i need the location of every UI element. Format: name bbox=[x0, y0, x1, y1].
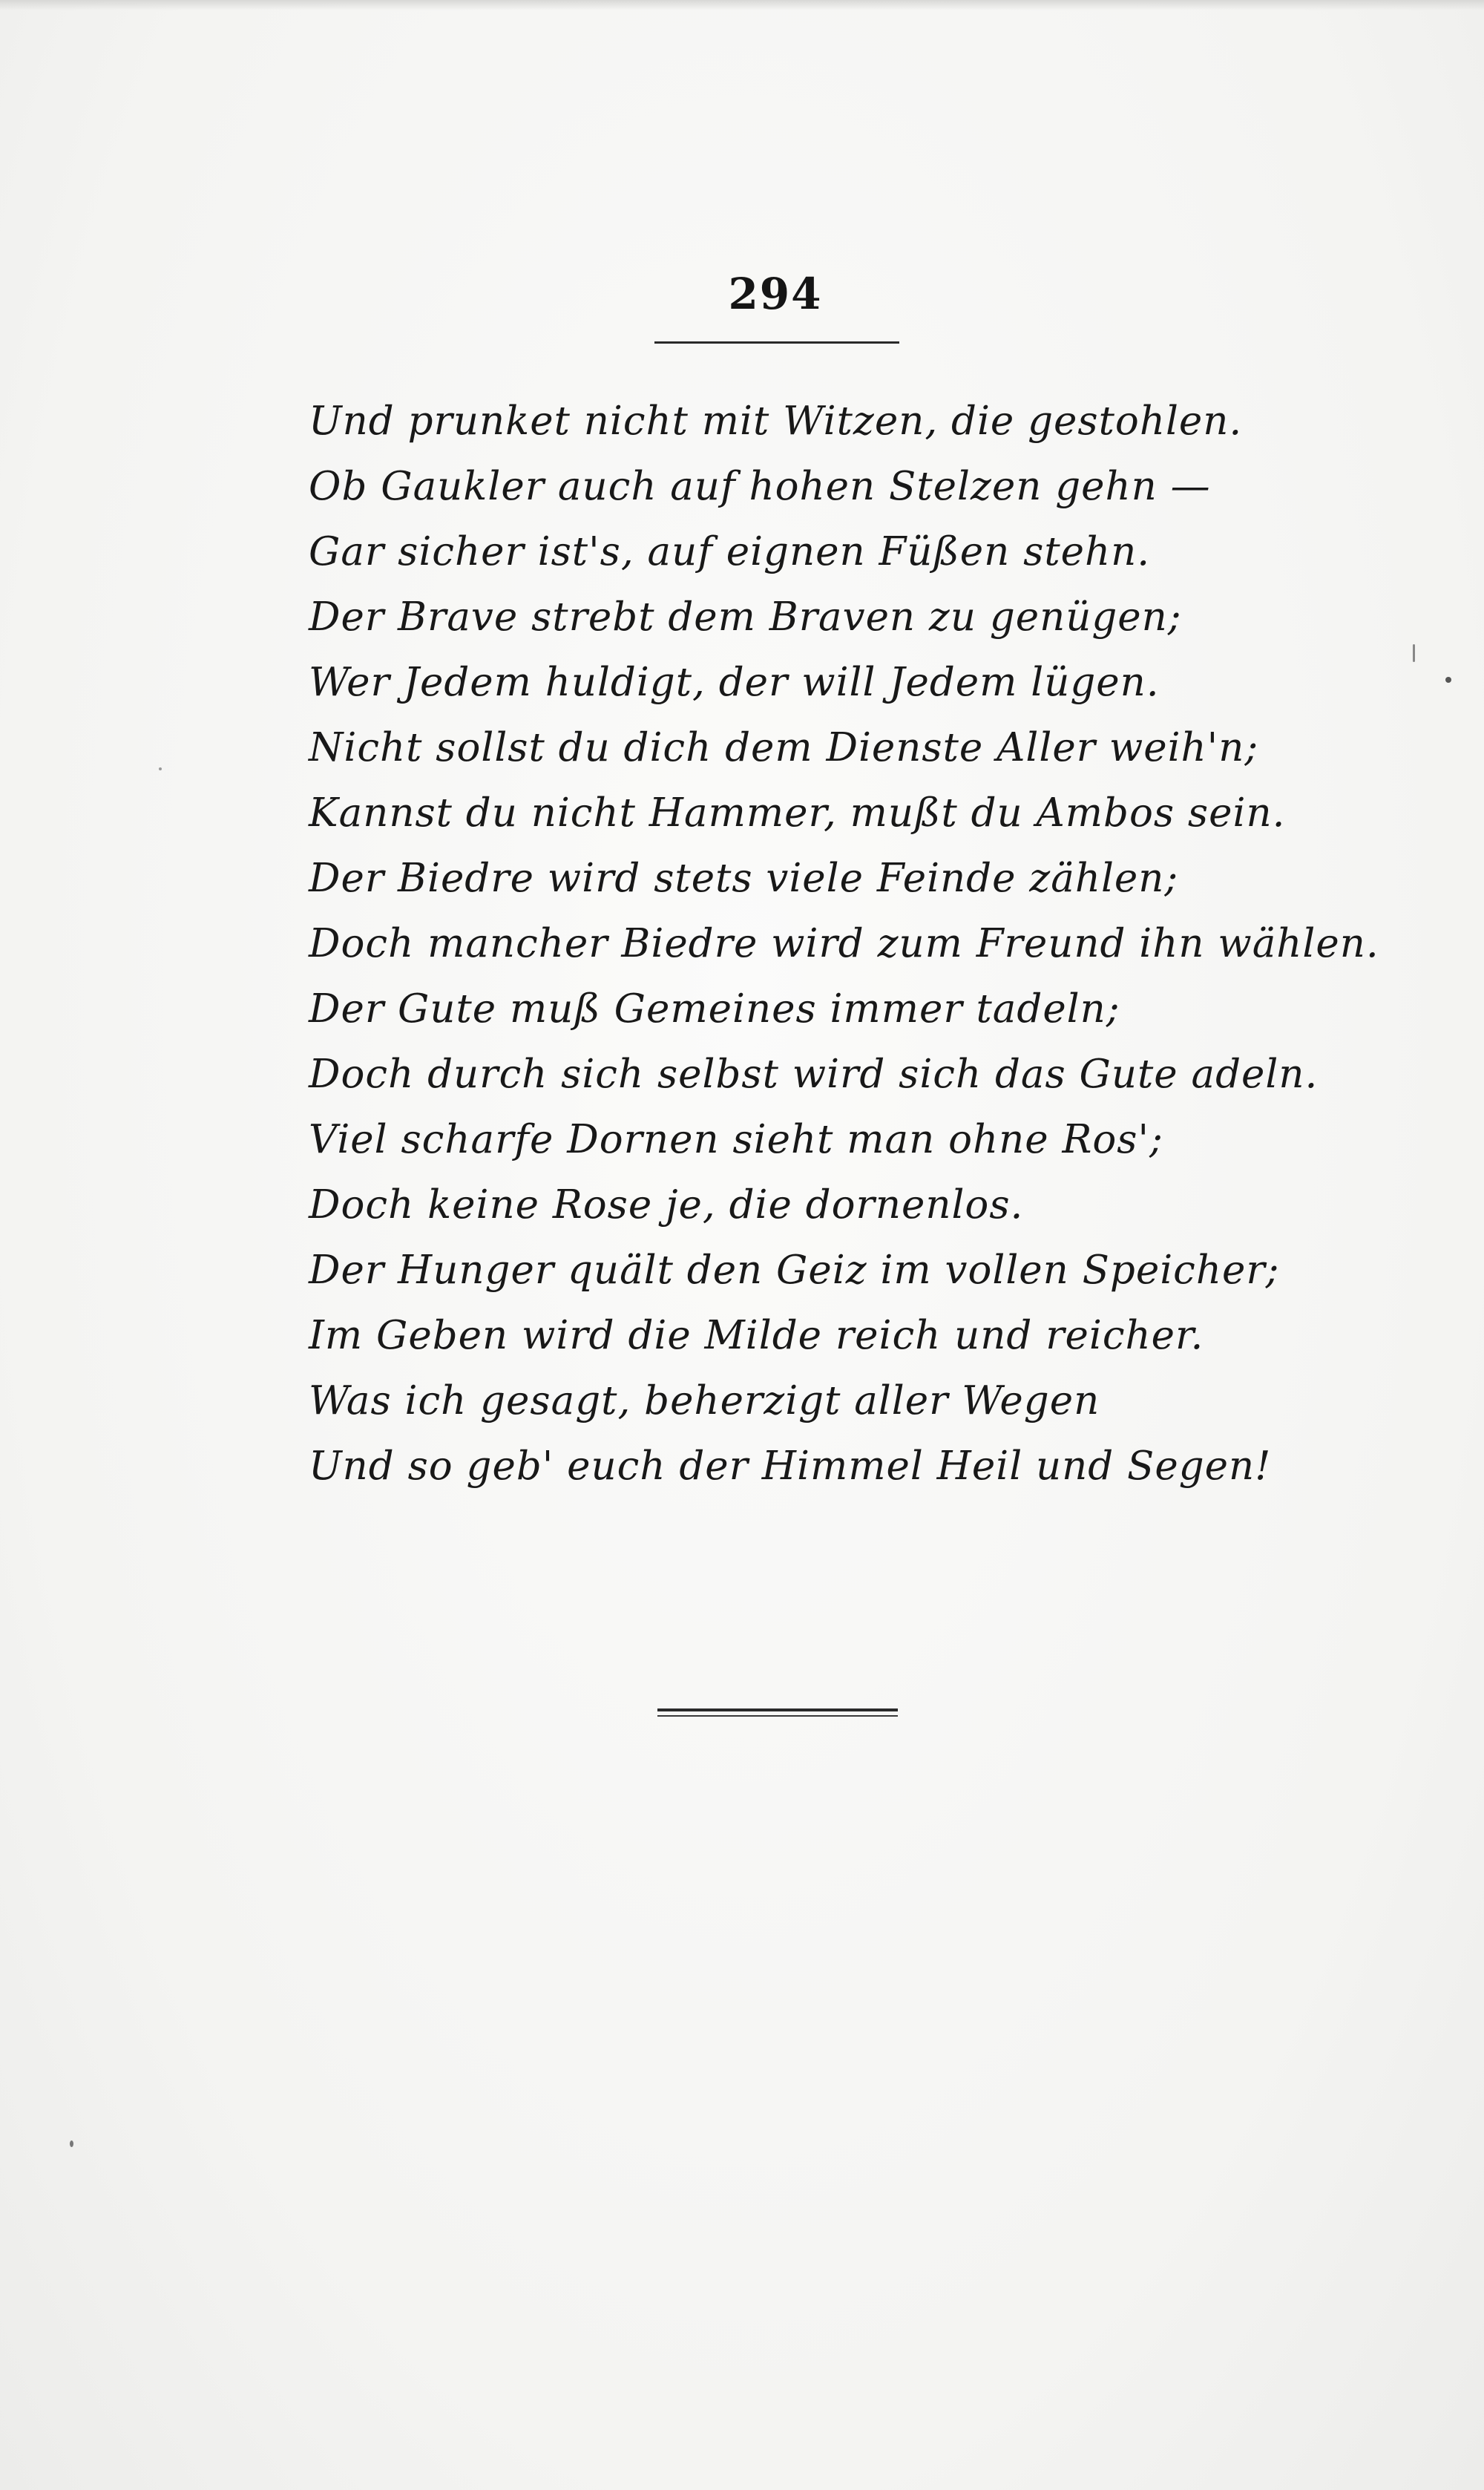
poem-line: Der Biedre wird stets viele Feinde zählen; bbox=[309, 856, 1179, 901]
closing-rule-thin bbox=[657, 1715, 898, 1717]
poem-line: Im Geben wird die Milde reich und reicher. bbox=[309, 1313, 1204, 1358]
poem-line: Und so geb' euch der Himmel Heil und Segen! bbox=[309, 1444, 1272, 1489]
paper-speck bbox=[1445, 677, 1451, 683]
poem-line: Der Brave strebt dem Braven zu genügen; bbox=[309, 594, 1182, 640]
poem-line: Gar sicher ist's, auf eignen Füßen stehn. bbox=[309, 529, 1151, 574]
paper-speck bbox=[70, 2140, 73, 2147]
poem-stanza bbox=[309, 389, 1379, 1499]
poem-line: Ob Gaukler auch auf hohen Stelzen gehn — bbox=[309, 464, 1211, 509]
poem-line: Und prunket nicht mit Witzen, die gestohlen. bbox=[309, 399, 1243, 444]
poem-line: Doch mancher Biedre wird zum Freund ihn wählen. bbox=[309, 921, 1379, 966]
closing-double-rule bbox=[657, 1708, 898, 1719]
poem-line: Wer Jedem huldigt, der will Jedem lügen. bbox=[309, 660, 1160, 705]
closing-rule-thick bbox=[657, 1708, 898, 1711]
poem-line: Viel scharfe Dornen sieht man ohne Ros'; bbox=[309, 1117, 1163, 1162]
poem-line: Doch keine Rose je, die dornenlos. bbox=[309, 1182, 1024, 1228]
poem-line: Was ich gesagt, beherzigt aller Wegen bbox=[309, 1378, 1100, 1423]
poem-line: Nicht sollst du dich dem Dienste Aller weih'n; bbox=[309, 725, 1259, 770]
poem-line: Der Hunger quält den Geiz im vollen Speicher; bbox=[309, 1248, 1280, 1293]
header-rule bbox=[654, 341, 899, 344]
paper-speck bbox=[159, 767, 162, 770]
page-number: 294 bbox=[728, 269, 823, 319]
poem-line: Kannst du nicht Hammer, mußt du Ambos sein. bbox=[309, 790, 1286, 836]
paper-speck bbox=[1413, 644, 1415, 662]
page-top-edge bbox=[0, 0, 1484, 10]
poem-line: Der Gute muß Gemeines immer tadeln; bbox=[309, 986, 1120, 1032]
poem-line: Doch durch sich selbst wird sich das Gute adeln. bbox=[309, 1052, 1319, 1097]
